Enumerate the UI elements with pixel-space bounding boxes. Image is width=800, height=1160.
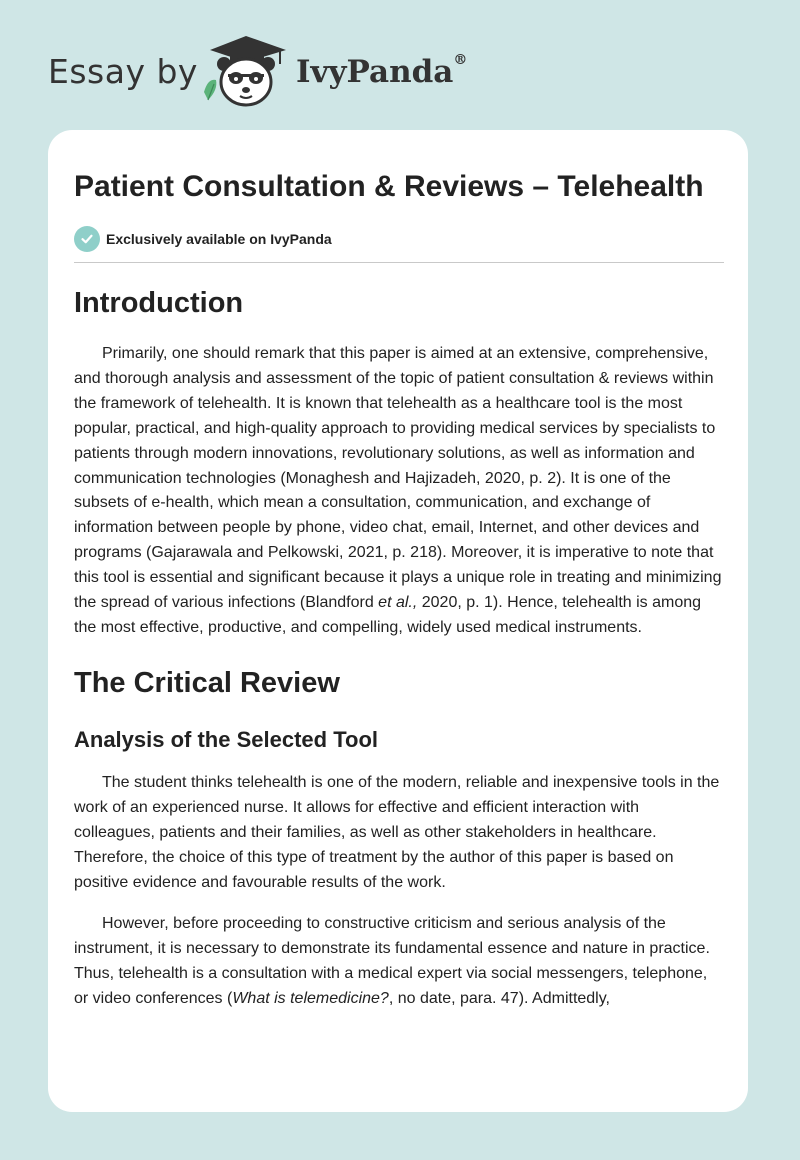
site-header xyxy=(0,0,800,130)
article-card xyxy=(48,130,748,1112)
analysis-paragraph-1: The student thinks telehealth is one of the modern, reliable and inexpensive tools in the work of an experienced nurse. It allows for effective and efficient interaction with colleagues, patients and their families, as well as other stakeholders in healthcare. Therefore, the choice of this type of treatment by the author of this paper is based on positive evidence and favourable results of the work. xyxy=(74,773,720,891)
exclusive-badge xyxy=(74,225,724,253)
intro-paragraph: Primarily, one should remark that this paper is aimed at an extensive, comprehensive, and thorough analysis and assessment of the topic of patient consultation & reviews within the framework of telehealth. It is known that telehealth as a healthcare tool is the most popular, practical, and high-quality approach to providing medical services by specialists to patients through modern innovations, revolutionary solutions, as well as information and communication technologies (Monaghesh and Hajizadeh, 2020, p. 2). It is one of the subsets of e-health, which mean a consultation, communication, and exchange of information between people by phone, video chat, email, Internet, and other devices and programs (Gajarawala and Pelkowski, 2021, p. 218). Moreover, it is imperative to note that this tool is essential and significant because it plays a unique role in treating and minimizing the spread of various infections (Blandford et al., 2020, p. 1). Hence, telehealth is among the most effective, productive, and compelling, widely used medical instruments. xyxy=(74,345,722,636)
check-icon xyxy=(74,226,100,252)
divider xyxy=(74,262,724,263)
analysis-paragraph-2: However, before proceeding to constructive criticism and serious analysis of the instrument, it is necessary to demonstrate its fundamental essence and nature in practice. Thus, telehealth is a consultation with a medical expert via social messengers, telephone, or video conferences (What is telemedicine?, no date, para. 47). Admittedly, xyxy=(74,915,710,1008)
essay-by-label: Essay by xyxy=(48,52,198,91)
brand-name[interactable]: IvyPanda® xyxy=(296,52,468,90)
article-content xyxy=(74,166,724,1012)
heading-analysis: Analysis of the Selected Tool xyxy=(74,726,378,752)
article-title: Patient Consultation & Reviews – Telehealth xyxy=(74,170,704,203)
heading-introduction: Introduction xyxy=(74,287,244,319)
exclusive-label: Exclusively available on IvyPanda xyxy=(106,231,332,247)
panda-logo-icon[interactable] xyxy=(200,30,292,110)
heading-critical-review: The Critical Review xyxy=(74,666,340,699)
